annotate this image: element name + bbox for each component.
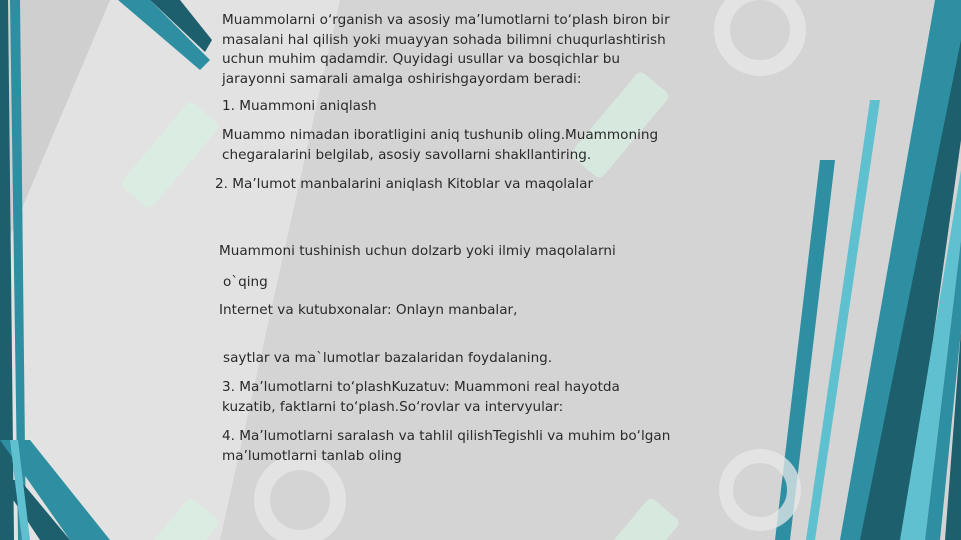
step-1-text: Muammo nimadan iboratligini aniq tushunib oling.Muammoning chegaralarini belgilab, asosiy savollarni shakllantiring. [222, 127, 659, 163]
websites-text: saytlar va ma`lumotlar bazalaridan foydalaning. [223, 350, 553, 366]
step-2-heading: 2. Ma’lumot manbalarini aniqlash Kitoblar va maqolalar [215, 176, 594, 192]
step-2-text-continued: o`qing [223, 274, 268, 290]
step-4-text: 4. Ma’lumotlarni saralash va tahlil qilishTegishli va muhim bo‘lgan ma’lumotlarni tanlab oling [222, 428, 671, 464]
step-2-text: Muammoni tushinish uchun dolzarb yoki ilmiy maqolalarni [219, 243, 616, 259]
intro-paragraph: Muammolarni o‘rganish va asosiy ma’lumotlarni to‘plash biron bir masalani hal qilish yoki muayyan sohada bilimni chuqurlashtirish uchun muhim qadamdir. Quyidagi usullar va bosqichlar bu jarayonni samarali amalga oshirishgayordam beradi: [222, 12, 670, 87]
step-3-text: 3. Ma’lumotlarni to‘plashKuzatuv: Muammoni real hayotda kuzatib, faktlarni to‘plash.So‘rovlar va intervyular: [222, 379, 620, 415]
step-1-heading: 1. Muammoni aniqlash [222, 98, 377, 114]
internet-sources-text: Internet va kutubxonalar: Onlayn manbalar, [219, 302, 518, 318]
